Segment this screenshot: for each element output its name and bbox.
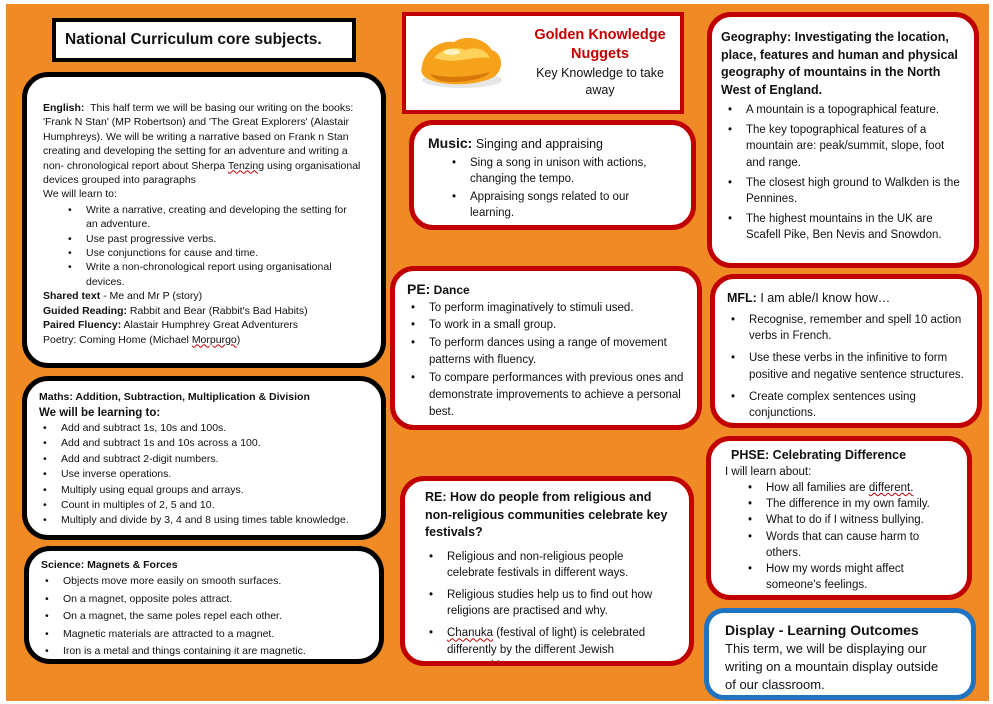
phse-item: • The difference in my own family. [766, 496, 963, 512]
geography-item: • The key topographical features of a mountain are: peak/summit, slope, foot and range. [746, 122, 968, 171]
golden-title-line1: Golden Knowledge [534, 27, 666, 43]
english-item: • Write a narrative, creating and developing the setting for an adventure. [86, 203, 369, 232]
science-item: • On a magnet, opposite poles attract. [63, 591, 369, 609]
display-line2: writing on a mountain display outside [725, 659, 939, 674]
english-panel [22, 72, 386, 368]
english-intro-line6: devices grouped into paragraphs [43, 174, 196, 187]
re-title-line3: festivals? [425, 525, 483, 539]
phse-item: • Words that can cause harm to others. [766, 529, 963, 561]
english-label: English: [43, 102, 85, 114]
phse-item: • What to do if I witness bullying. [766, 512, 963, 528]
geography-title-line1: Geography: Investigating the location, [721, 30, 949, 44]
golden-sub-line1: Key Knowledge to take [536, 66, 664, 80]
science-title: Science: Magnets & Forces [41, 559, 178, 571]
golden-title-line2: Nuggets [571, 46, 629, 62]
english-intro-line1: This half term we will be basing our writing on the books: [90, 102, 354, 114]
science-item: • On a magnet, the same poles repel each other. [63, 608, 369, 626]
re-panel [400, 476, 694, 666]
science-item: • Objects move more easily on smooth surfaces. [63, 573, 369, 591]
phse-item: • How all families are different. [766, 480, 963, 496]
science-panel [24, 546, 384, 664]
maths-item: • Multiply using equal groups and arrays. [61, 483, 371, 498]
guided-reading-label: Guided Reading: [43, 304, 127, 317]
english-intro-line2: 'Frank N Stan' (MP Robertson) and 'The Great Explorers' (Alastair [43, 116, 350, 129]
english-item: • Use conjunctions for cause and time. [86, 246, 369, 260]
geography-item: • The closest high ground to Walkden is the Pennines. [746, 175, 968, 207]
shared-text-value: - Me and Mr P (story) [100, 290, 203, 303]
music-subtitle: Singing and appraising [472, 137, 603, 151]
maths-item: • Add and subtract 1s, 10s and 100s. [61, 421, 371, 436]
maths-subtitle: We will be learning to: [39, 407, 161, 419]
music-item: • Appraising songs related to our learning. [470, 189, 683, 221]
paired-fluency-label: Paired Fluency: [43, 319, 122, 332]
mfl-panel [710, 274, 982, 428]
pe-item: • To perform dances using a range of movement patterns with fluency. [429, 335, 689, 370]
geography-item: • A mountain is a topographical feature. [746, 102, 968, 118]
pe-label: PE: [407, 281, 431, 297]
mfl-item: • Create complex sentences using conjunctions. [749, 389, 973, 421]
display-line1: This term, we will be displaying our [725, 641, 927, 656]
maths-item: • Multiply and divide by 3, 4 and 8 using times table knowledge. [61, 513, 371, 528]
geography-item: • The highest mountains in the UK are Scafell Pike, Ben Nevis and Snowdon. [746, 211, 968, 243]
music-item: • Sing a song in unison with actions, changing the tempo. [470, 155, 683, 187]
music-panel [409, 120, 696, 230]
english-item: • Write a non-chronological report using organisational devices. [86, 260, 369, 289]
guided-reading-value: Rabbit and Bear (Rabbit's Bad Habits) [127, 304, 308, 317]
english-item: • Use past progressive verbs. [86, 232, 369, 246]
phse-panel [706, 436, 972, 600]
pe-item: • To compare performances with previous ones and demonstrate improvements to achieve a personal best. [429, 370, 689, 422]
science-item: • Iron is a metal and things containing it are magnetic. [63, 643, 369, 661]
golden-sub-line2: away [585, 83, 615, 97]
re-title-line1: RE: How do people from religious and [425, 490, 652, 504]
golden-nuggets-box [402, 12, 684, 114]
display-line3: of our classroom. [725, 677, 825, 692]
re-item: • Religious studies help us to find out how religions are practised and why. [447, 587, 681, 619]
re-item: • Chanuka (festival of light) is celebrated differently by the different Jewish communities. [447, 625, 681, 666]
english-learn-heading: We will learn to: [43, 188, 117, 201]
geography-title-line2: place, features and human and physical [721, 47, 958, 62]
shared-text-label: Shared text [43, 290, 101, 303]
display-panel [704, 608, 976, 700]
mfl-label: MFL: [727, 291, 757, 305]
science-item: • Magnetic materials are attracted to a magnet. [63, 626, 369, 644]
gold-nugget-icon [412, 30, 508, 92]
phse-item: • How my words might affect someone's feelings. [766, 561, 963, 593]
re-title-line2: non-religious communities celebrate key [425, 507, 668, 522]
maths-item: • Add and subtract 2-digit numbers. [61, 452, 371, 467]
geography-panel [707, 12, 979, 268]
pe-panel [390, 266, 702, 430]
maths-panel [22, 376, 386, 540]
paired-fluency-value: Alastair Humphrey Great Adventurers [121, 319, 299, 332]
geography-title-line3: geography of mountains in the North [721, 65, 941, 79]
page-title-box [52, 18, 356, 62]
re-item: • Religious and non-religious people celebrate festivals in different ways. [447, 549, 681, 581]
english-intro-line5-post: using organisational [264, 159, 361, 172]
pe-subtitle: Dance [430, 283, 470, 297]
english-tenzing-word: Tenzing [227, 159, 265, 172]
mfl-item: • Recognise, remember and spell 10 action verbs in French. [749, 312, 973, 344]
geography-title-line4: West of England. [721, 82, 823, 97]
english-intro-line3: Humphreys). We will be writing a narrative based on Frank n Stan [43, 130, 349, 143]
maths-item: • Use inverse operations. [61, 467, 371, 482]
chanuka-word: Chanuka [447, 627, 494, 640]
poetry-author-word: Morpurgo [191, 333, 237, 346]
mfl-item: • Use these verbs in the infinitive to form positive and negative sentence structures. [749, 350, 973, 382]
phse-title: PHSE: Celebrating Difference [731, 448, 907, 462]
music-label: Music: [428, 135, 473, 151]
pe-item: • To perform imaginatively to stimuli used. [429, 300, 689, 317]
poetry-post: ) [236, 333, 241, 346]
phse-different-word: different. [868, 482, 914, 494]
page-title: National Curriculum core subjects. [65, 31, 322, 48]
poetry-pre: Poetry: Coming Home (Michael [43, 333, 192, 346]
english-intro-line5-pre: non- chronological report about Sherpa [43, 159, 228, 172]
maths-title: Maths: Addition, Subtraction, Multiplication & Division [39, 391, 310, 403]
pe-item: • To work in a small group. [429, 317, 689, 334]
maths-item: • Add and subtract 1s and 10s across a 100. [61, 436, 371, 451]
display-title: Display - Learning Outcomes [725, 622, 919, 638]
english-intro-line4: creating and developing the setting for an adventure and writing a [43, 145, 348, 158]
mfl-subtitle: I am able/I know how… [756, 291, 891, 305]
phse-subtitle: I will learn about: [725, 466, 812, 478]
maths-item: • Count in multiples of 2, 5 and 10. [61, 498, 371, 513]
